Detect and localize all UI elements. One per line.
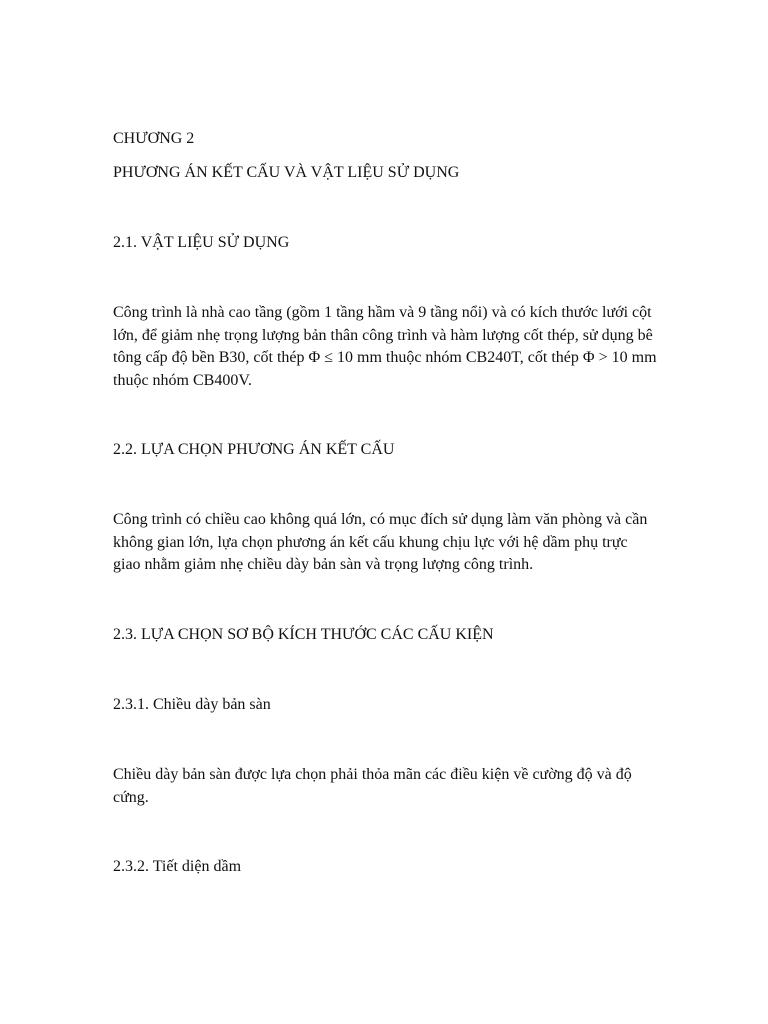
subsection-2-3-2-heading: 2.3.2. Tiết diện dầm xyxy=(113,858,242,875)
section-2-2-heading: 2.2. LỰA CHỌN PHƯƠNG ÁN KẾT CẤU xyxy=(113,441,395,458)
chapter-label: CHƯƠNG 2 xyxy=(113,130,195,147)
section-2-2-body: Công trình có chiều cao không quá lớn, có mục đích sử dụng làm văn phòng và cần không gian lớn, lựa chọn phương án kết cấu khung chịu lực với hệ dầm phụ trực giao nhằm giảm nhẹ chiều dày bản sàn và trọng lượng công trình. xyxy=(113,511,648,573)
section-2-1-body: Công trình là nhà cao tầng (gồm 1 tầng hầm và 9 tầng nổi) và có kích thước lưới cột lớn, để giảm nhẹ trọng lượng bản thân công trình và hàm lượng cốt thép, sử dụng bê tông cấp độ bền B30, cốt thép Φ ≤ 10 mm thuộc nhóm CB240T, cốt thép Φ > 10 mm thuộc nhóm CB400V. xyxy=(113,304,657,389)
subsection-2-3-1-heading: 2.3.1. Chiều dày bản sàn xyxy=(113,696,271,713)
chapter-title: PHƯƠNG ÁN KẾT CẤU VÀ VẬT LIỆU SỬ DỤNG xyxy=(113,164,460,181)
subsection-2-3-1-body: Chiều dày bản sàn được lựa chọn phải thỏa mãn các điều kiện về cường độ và độ cứng. xyxy=(113,766,632,806)
section-2-3-heading: 2.3. LỰA CHỌN SƠ BỘ KÍCH THƯỚC CÁC CẤU KIỆN xyxy=(113,626,494,643)
section-2-1-heading: 2.1. VẬT LIỆU SỬ DỤNG xyxy=(113,234,290,251)
